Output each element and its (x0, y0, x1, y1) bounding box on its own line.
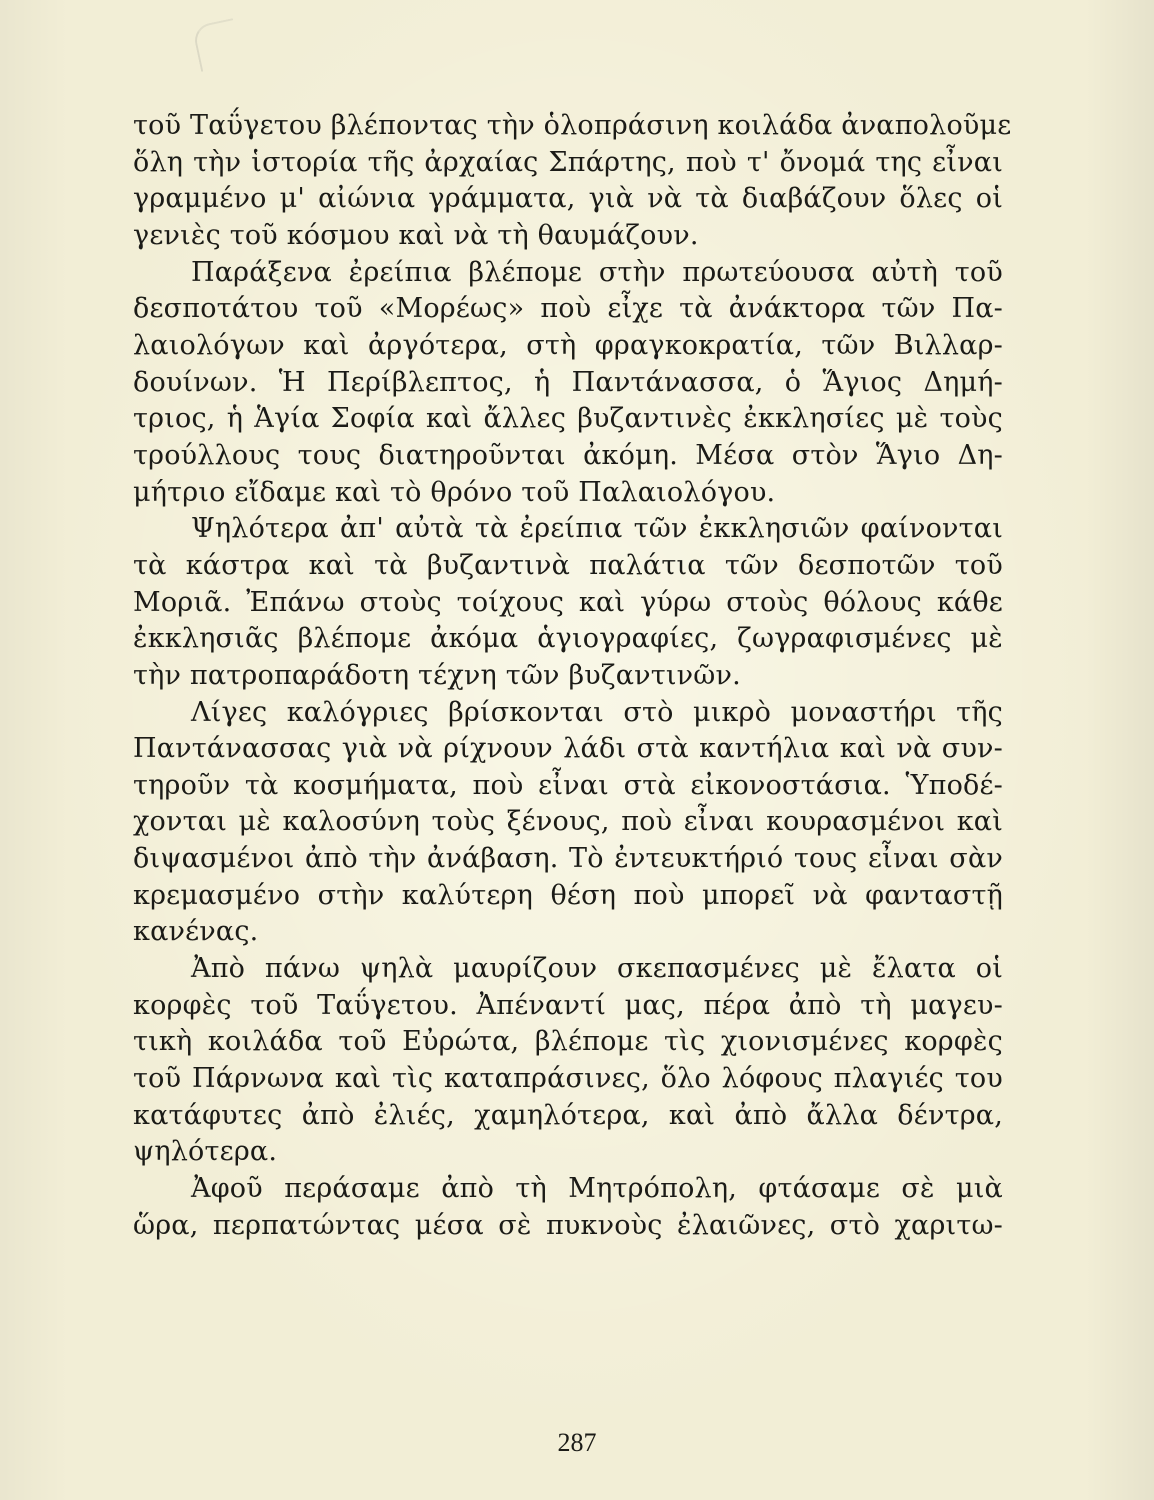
text-line: ψηλότερα. (133, 1136, 278, 1168)
text-line: χονται μὲ καλοσύνη τοὺς ξένους, ποὺ εἶναι κουρασμένοι καὶ (133, 806, 1003, 838)
text-line: γενιὲς τοῦ κόσμου καὶ νὰ τὴ θαυμάζουν. (133, 219, 699, 251)
text-line: τρούλλους τους διατηροῦνται ἀκόμη. Μέσα στὸν Ἅγιο Δη- (133, 439, 1003, 471)
text-line: κανένας. (133, 916, 259, 948)
page-number: 287 (557, 1428, 597, 1457)
text-line: Μοριᾶ. Ἐπάνω στοὺς τοίχους καὶ γύρω στοὺς θόλους κάθε (133, 586, 1003, 618)
body-text (133, 108, 1012, 1244)
text-line: τοῦ Πάρνωνα καὶ τὶς καταπράσινες, ὅλο λόφους πλαγιές του (133, 1063, 1003, 1095)
text-line: τὴν πατροπαράδοτη τέχνη τῶν βυζαντινῶν. (133, 659, 741, 691)
text-line: Παράξενα ἐρείπια βλέπομε στὴν πρωτεύουσα αὐτὴ τοῦ (191, 256, 1003, 288)
text-line: γραμμένο μ' αἰώνια γράμματα, γιὰ νὰ τὰ διαβάζουν ὅλες οἱ (133, 183, 1003, 215)
text-line: τὰ κάστρα καὶ τὰ βυζαντινὰ παλάτια τῶν δεσποτῶν τοῦ (133, 549, 1003, 581)
text-line: Παντάνασσας γιὰ νὰ ρίχνουν λάδι στὰ καντήλια καὶ νὰ συν- (133, 733, 1003, 765)
text-line: Ψηλότερα ἀπ' αὐτὰ τὰ ἐρείπια τῶν ἐκκλησιῶν φαίνονται (191, 513, 1003, 545)
pencil-mark (192, 18, 243, 72)
text-line: Ἀφοῦ περάσαμε ἀπὸ τὴ Μητρόπολη, φτάσαμε σὲ μιὰ (191, 1173, 1003, 1205)
text-line: κατάφυτες ἀπὸ ἐλιές, χαμηλότερα, καὶ ἀπὸ ἄλλα δέντρα, (133, 1099, 1003, 1131)
text-line: Ἀπὸ πάνω ψηλὰ μαυρίζουν σκεπασμένες μὲ ἔλατα οἱ (191, 953, 1003, 985)
text-line: τηροῦν τὰ κοσμήματα, ποὺ εἶναι στὰ εἰκονοστάσια. Ὑποδέ- (133, 769, 1003, 801)
text-line: ἐκκλησιᾶς βλέπομε ἀκόμα ἁγιογραφίες, ζωγραφισμένες μὲ (133, 623, 1003, 655)
text-line: μήτριο εἴδαμε καὶ τὸ θρόνο τοῦ Παλαιολόγου. (133, 476, 776, 508)
text-line: κρεμασμένο στὴν καλύτερη θέση ποὺ μπορεῖ νὰ φανταστῇ (133, 879, 1003, 911)
text-line: τριος, ἡ Ἁγία Σοφία καὶ ἄλλες βυζαντινὲς ἐκκλησίες μὲ τοὺς (133, 403, 1003, 435)
text-line: δεσποτάτου τοῦ «Μορέως» ποὺ εἶχε τὰ ἀνάκτορα τῶν Πα- (133, 293, 1003, 325)
text-line: ὥρα, περπατώντας μέσα σὲ πυκνοὺς ἐλαιῶνες, στὸ χαριτω- (133, 1209, 1003, 1241)
text-line: τοῦ Ταΰγετου βλέποντας τὴν ὁλοπράσινη κοιλάδα ἀναπολοῦμε (133, 110, 1012, 141)
text-line: τικὴ κοιλάδα τοῦ Εὐρώτα, βλέπομε τὶς χιονισμένες κορφὲς (133, 1026, 1003, 1058)
text-line: Λίγες καλόγριες βρίσκονται στὸ μικρὸ μοναστήρι τῆς (191, 696, 1003, 728)
text-line: διψασμένοι ἀπὸ τὴν ἀνάβαση. Τὸ ἐντευκτήριό τους εἶναι σὰν (133, 843, 1003, 875)
text-line: κορφὲς τοῦ Ταΰγετου. Ἀπέναντί μας, πέρα ἀπὸ τὴ μαγευ- (133, 989, 1003, 1021)
text-line: ὅλη τὴν ἱστορία τῆς ἀρχαίας Σπάρτης, ποὺ τ' ὄνομά της εἶναι (133, 146, 1003, 178)
text-line: δουίνων. Ἡ Περίβλεπτος, ἡ Παντάνασσα, ὁ Ἅγιος Δημή- (133, 366, 1003, 398)
text-line: λαιολόγων καὶ ἀργότερα, στὴ φραγκοκρατία, τῶν Βιλλαρ- (133, 329, 1003, 361)
